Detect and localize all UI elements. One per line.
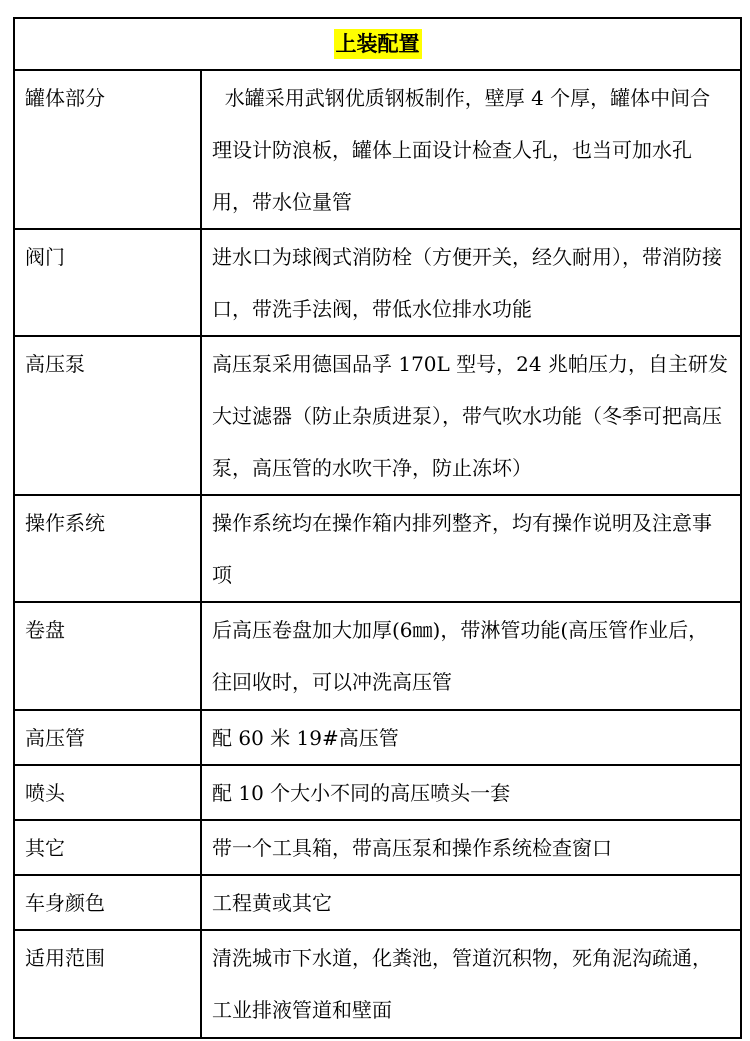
row-content <box>201 875 741 930</box>
table-row <box>14 602 741 710</box>
row-content-text: 水罐采用武钢优质钢板制作，壁厚 4 个厚，罐体中间合理设计防浪板，罐体上面设计检查人孔，也当可加水孔用，带水位量管 <box>212 86 711 214</box>
row-content-text: 后高压卷盘加大加厚(6㎜)，带淋管功能(高压管作业后，往回收时，可以冲洗高压管 <box>212 618 709 694</box>
table-row <box>14 820 741 875</box>
table-row <box>14 930 741 1038</box>
row-content-text: 工程黄或其它 <box>212 891 332 915</box>
row-label: 罐体部分 <box>14 70 201 229</box>
config-table <box>13 17 742 1039</box>
row-content <box>201 229 741 336</box>
row-label: 车身颜色 <box>14 875 201 930</box>
row-content <box>201 930 741 1038</box>
row-content-text: 进水口为球阀式消防栓（方便开关，经久耐用），带消防接口，带洗手法阀，带低水位排水功能 <box>212 245 722 321</box>
row-content <box>201 495 741 602</box>
row-content <box>201 70 741 229</box>
row-label: 其它 <box>14 820 201 875</box>
row-content-text: 操作系统均在操作箱内排列整齐，均有操作说明及注意事项 <box>212 511 712 587</box>
table-title: 上装配置 <box>334 29 422 59</box>
title-cell <box>14 18 741 70</box>
table-row <box>14 495 741 602</box>
row-content-text: 清洗城市下水道，化粪池，管道沉积物，死角泥沟疏通，工业排液管道和壁面 <box>212 946 712 1022</box>
row-content <box>201 336 741 495</box>
row-content <box>201 820 741 875</box>
table-row <box>14 229 741 336</box>
table-row <box>14 70 741 229</box>
table-row <box>14 765 741 820</box>
table-row <box>14 875 741 930</box>
row-content-text: 带一个工具箱，带高压泵和操作系统检查窗口 <box>212 836 612 860</box>
row-label: 高压管 <box>14 710 201 765</box>
row-content-text: 高压泵采用德国品孚 170L 型号，24 兆帕压力，自主研发大过滤器（防止杂质进泵），带气吹水功能（冬季可把高压泵，高压管的水吹干净，防止冻坏） <box>212 352 728 480</box>
row-content-text: 配 10 个大小不同的高压喷头一套 <box>212 781 511 805</box>
row-content-text: 配 60 米 19#高压管 <box>212 726 399 750</box>
row-content <box>201 765 741 820</box>
row-content <box>201 710 741 765</box>
table-row <box>14 336 741 495</box>
row-label: 喷头 <box>14 765 201 820</box>
row-content <box>201 602 741 710</box>
row-label: 操作系统 <box>14 495 201 602</box>
row-label: 高压泵 <box>14 336 201 495</box>
row-label: 阀门 <box>14 229 201 336</box>
row-label: 卷盘 <box>14 602 201 710</box>
table-row <box>14 710 741 765</box>
row-label: 适用范围 <box>14 930 201 1038</box>
title-row <box>14 18 741 70</box>
